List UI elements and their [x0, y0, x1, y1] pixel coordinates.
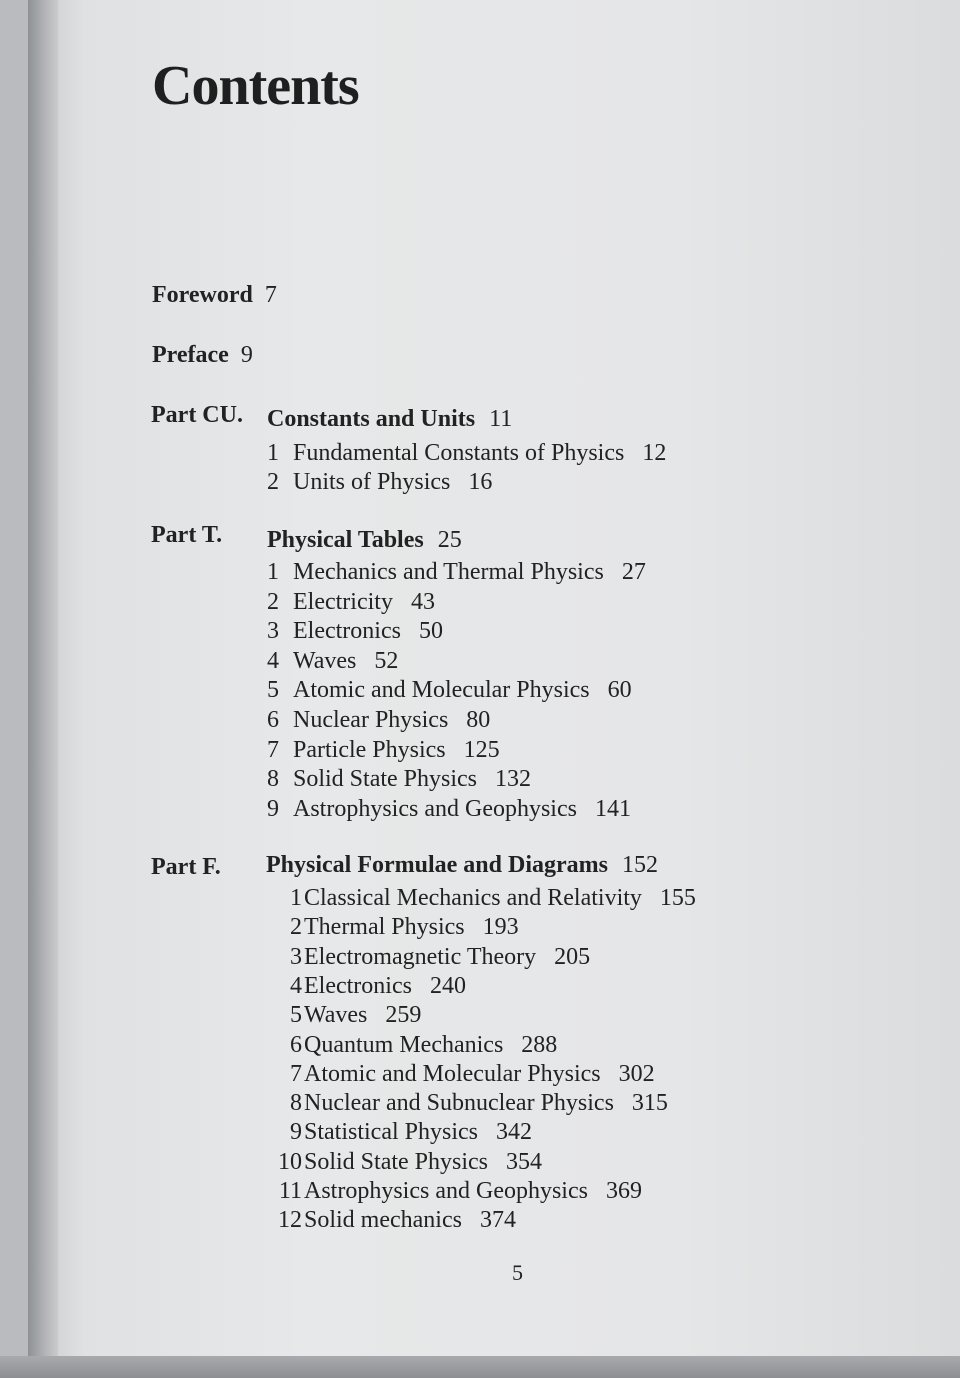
chapter-number: 3 — [267, 618, 279, 644]
chapter-title: Classical Mechanics and Relativity — [304, 885, 642, 911]
chapter-page: 16 — [468, 469, 493, 495]
part-title: Constants and Units — [267, 406, 476, 432]
chapter-page: 125 — [463, 737, 500, 763]
chapter-title: Electronics — [293, 618, 401, 644]
chapter-page: 155 — [659, 885, 696, 911]
chapter-page: 205 — [554, 944, 591, 970]
chapter-number: 4 — [267, 648, 279, 674]
chapter-title: Waves — [293, 648, 357, 674]
toc-entry-label: Preface — [152, 342, 229, 368]
chapter-number: 9 — [267, 796, 279, 822]
chapter-number: 6 — [267, 707, 279, 733]
chapter-page: 354 — [506, 1149, 543, 1175]
chapter-page: 27 — [621, 559, 646, 585]
chapter-page: 60 — [607, 677, 632, 703]
chapter-number: 7 — [267, 737, 279, 763]
chapter-page: 240 — [429, 973, 466, 999]
toc-entry-foreword[interactable] — [152, 282, 277, 309]
chapter-page: 288 — [521, 1032, 558, 1058]
chapter-entry[interactable] — [267, 587, 435, 617]
page-number: 5 — [512, 1260, 523, 1285]
chapter-entry[interactable] — [266, 1117, 532, 1147]
chapter-page: 52 — [374, 648, 399, 674]
part-label: Part T. — [151, 522, 223, 548]
chapter-entry[interactable] — [266, 1205, 516, 1235]
chapter-number: 9 — [290, 1119, 302, 1145]
chapter-number: 2 — [267, 469, 279, 495]
chapter-title: Fundamental Constants of Physics — [293, 440, 625, 466]
chapter-title: Solid State Physics — [304, 1149, 489, 1175]
toc-entry-label: Foreword — [152, 282, 253, 308]
chapter-number: 10 — [278, 1149, 302, 1175]
chapter-page: 302 — [618, 1061, 655, 1087]
chapter-entry[interactable] — [266, 1147, 542, 1177]
chapter-entry[interactable] — [266, 942, 590, 972]
chapter-title: Waves — [304, 1002, 368, 1028]
page-title: Contents — [152, 55, 359, 117]
chapter-title: Mechanics and Thermal Physics — [293, 559, 604, 585]
chapter-page: 80 — [466, 707, 491, 733]
chapter-number: 5 — [267, 677, 279, 703]
chapter-page: 132 — [495, 766, 532, 792]
part-page: 11 — [489, 406, 513, 432]
chapter-title: Quantum Mechanics — [304, 1032, 504, 1058]
chapter-title: Nuclear and Subnuclear Physics — [304, 1090, 614, 1116]
chapter-entry[interactable] — [266, 1030, 557, 1060]
chapter-number: 1 — [290, 885, 302, 911]
chapter-page: 193 — [482, 914, 519, 940]
chapter-number: 2 — [267, 589, 279, 615]
chapter-title: Atomic and Molecular Physics — [293, 677, 590, 703]
chapter-entry[interactable] — [267, 646, 398, 676]
chapter-number: 1 — [267, 559, 279, 585]
chapter-entry[interactable] — [267, 675, 632, 705]
chapter-title: Atomic and Molecular Physics — [304, 1061, 601, 1087]
chapter-page: 43 — [410, 589, 435, 615]
chapter-number: 11 — [278, 1178, 302, 1204]
chapter-entry[interactable] — [266, 883, 696, 913]
chapter-entry[interactable] — [267, 616, 443, 646]
chapter-entry[interactable] — [266, 1088, 668, 1118]
chapter-page: 315 — [631, 1090, 668, 1116]
chapter-number: 3 — [290, 944, 302, 970]
chapter-page: 12 — [642, 440, 667, 466]
part-title: Physical Tables — [267, 527, 424, 553]
toc-entry-page: 7 — [264, 282, 277, 308]
part-title-entry[interactable] — [266, 852, 658, 879]
part-label: Part F. — [151, 854, 221, 880]
chapter-title: Units of Physics — [293, 469, 451, 495]
chapter-entry[interactable] — [267, 467, 492, 497]
chapter-title: Particle Physics — [293, 737, 446, 763]
chapter-entry[interactable] — [267, 705, 490, 735]
chapter-title: Electronics — [304, 973, 412, 999]
chapter-entry[interactable] — [267, 735, 500, 765]
part-title-entry[interactable] — [267, 527, 462, 554]
chapter-entry[interactable] — [266, 912, 519, 942]
chapter-page: 369 — [605, 1178, 642, 1204]
chapter-title: Electromagnetic Theory — [304, 944, 537, 970]
chapter-number: 8 — [267, 766, 279, 792]
chapter-entry[interactable] — [266, 1059, 655, 1089]
chapter-number: 12 — [278, 1207, 302, 1233]
chapter-number: 1 — [267, 440, 279, 466]
chapter-title: Astrophysics and Geophysics — [304, 1178, 588, 1204]
chapter-page: 141 — [594, 796, 631, 822]
chapter-number: 5 — [290, 1002, 302, 1028]
chapter-title: Nuclear Physics — [293, 707, 449, 733]
chapter-number: 6 — [290, 1032, 302, 1058]
chapter-title: Solid mechanics — [304, 1207, 462, 1233]
chapter-entry[interactable] — [266, 1000, 421, 1030]
chapter-number: 4 — [290, 973, 302, 999]
chapter-entry[interactable] — [266, 971, 466, 1001]
chapter-title: Thermal Physics — [304, 914, 465, 940]
chapter-title: Statistical Physics — [304, 1119, 478, 1145]
chapter-page: 50 — [418, 618, 443, 644]
chapter-number: 2 — [290, 914, 302, 940]
part-title-entry[interactable] — [267, 406, 512, 433]
chapter-entry[interactable] — [267, 557, 646, 587]
chapter-title: Electricity — [293, 589, 393, 615]
chapter-entry[interactable] — [267, 438, 666, 468]
chapter-page: 374 — [479, 1207, 516, 1233]
chapter-title: Solid State Physics — [293, 766, 478, 792]
toc-entry-preface[interactable] — [152, 342, 253, 369]
chapter-number: 7 — [290, 1061, 302, 1087]
part-title: Physical Formulae and Diagrams — [266, 852, 608, 878]
chapter-number: 8 — [290, 1090, 302, 1116]
chapter-page: 342 — [496, 1119, 532, 1145]
chapter-entry[interactable] — [267, 794, 631, 824]
part-label: Part CU. — [151, 402, 243, 428]
chapter-entry[interactable] — [267, 764, 531, 794]
part-page: 25 — [437, 527, 462, 553]
chapter-entry[interactable] — [266, 1176, 642, 1206]
chapter-title: Astrophysics and Geophysics — [293, 796, 577, 822]
toc-entry-page: 9 — [240, 342, 253, 368]
chapter-page: 259 — [385, 1002, 422, 1028]
part-page: 152 — [622, 852, 658, 878]
